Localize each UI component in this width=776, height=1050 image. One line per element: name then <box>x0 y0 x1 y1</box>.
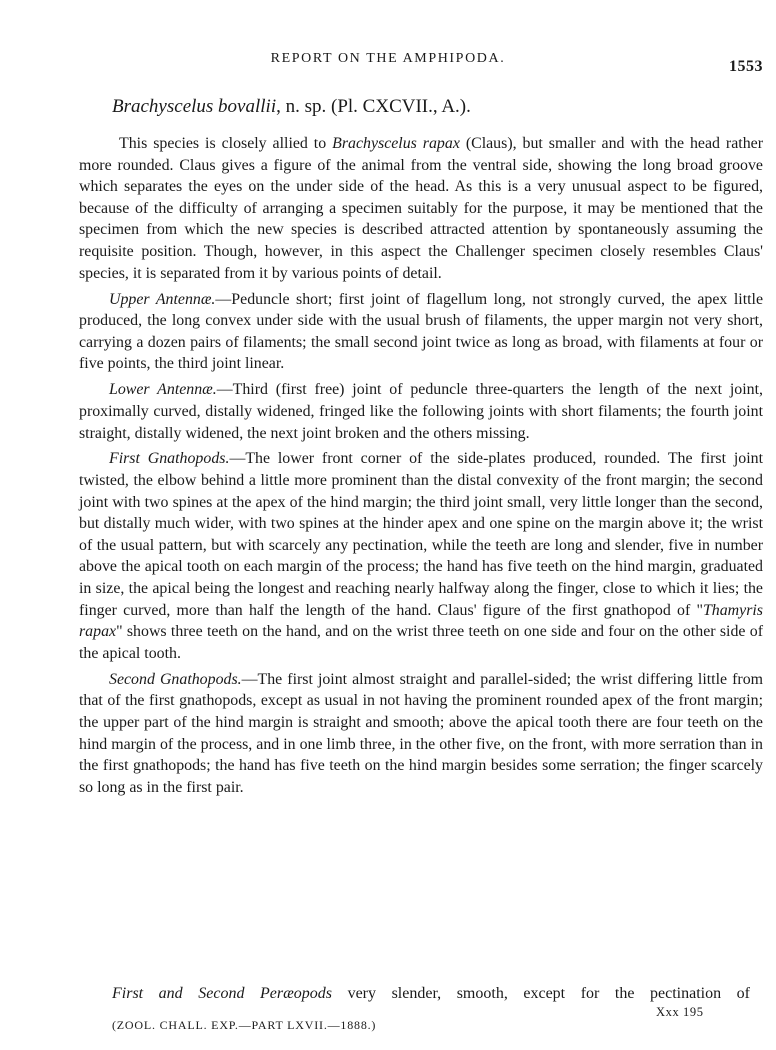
paragraph-first-gnathopods <box>79 448 763 664</box>
peraeopods-text: very slender, smooth, except for the pectination of <box>332 985 750 1002</box>
paragraph-intro <box>79 133 763 284</box>
paragraph-upper-antennae <box>79 289 763 375</box>
page-number: 1553 <box>729 58 763 75</box>
second-gnathopods-text: —The first joint almost straight and parallel-sided; the wrist differing little from that of the first gnathopods, except as usual in not having the prominent rounded apex of the front margin; the upper part of the hind margin is straight and smooth; above the apical tooth there are four teeth on the hind margin of the process, and in one limb three, in the other five, on the front, with more serration than in the first gnathopods; the hand has five teeth on the hind margin besides some serration; the finger scarcely so long as in the first pair. <box>79 670 764 796</box>
upper-antennae-text: —Peduncle short; first joint of flagellum long, not strongly curved, the apex little produced, the long convex under side with the usual brush of filaments, the upper margin not very short, carrying a dozen pairs of filaments; the small second joint twice as long as broad, with filaments at four or five points, the third joint linear. <box>79 290 763 373</box>
intro-text-1: This species is closely allied to <box>119 135 333 152</box>
species-heading <box>112 96 471 118</box>
running-title: REPORT ON THE AMPHIPODA. <box>270 51 506 66</box>
second-gnathopods-label: Second Gnathopods. <box>109 670 242 688</box>
species-heading-rest: , n. sp. (Pl. CXCVII., A.). <box>276 96 471 117</box>
paragraph-second-gnathopods <box>79 669 763 799</box>
first-gnathopods-label: First Gnathopods. <box>109 450 230 468</box>
footer-citation: (ZOOL. CHALL. EXP.—PART LXVII.—1888.) <box>112 1018 377 1032</box>
body-text <box>79 133 763 803</box>
thamyris-rapax: Thamyris rapax <box>79 601 763 641</box>
intro-text-2: (Claus), but smaller and with the head rather more rounded. Claus gives a figure of the animal from the ventral side, showing the long broad groove which separates the eyes on the under side of the head. As this is a very unusual aspect to be figured, because of the difficulty of arranging a specimen suitably for the purpose, it may be mentioned that the specimen from which the new species is described attracted attention by spontaneously assuming the requisite position. Though, however, in this aspect the Challenger specimen closely resembles Claus' species, it is separated from it by various points of detail. <box>79 135 763 282</box>
first-gnathopods-text: —The lower front corner of the side-plates produced, rounded. The first joint twisted, the elbow behind a little more prominent than the distal convexity of the front margin; the second joint with two spines at the apex of the hind margin; the third joint small, very little longer than the second, but distally much wider, with two spines at the hinder apex and one spine on the margin above it; the wrist of the usual pattern, but with scarcely any pectination, while the teeth are long and slender, five in number above the apical tooth on each margin of the process; the hand has five teeth on the hind margin, graduated in size, the apical being the longest and reaching nearly halfway along the finger, close to which it lies; the finger curved, more than half the length of the hand. Claus' figure of the first gnathopod of " <box>79 450 764 619</box>
signature-mark: Xxx 195 <box>656 1005 704 1019</box>
paragraph-lower-antennae <box>79 379 763 444</box>
paragraph-peraeopods <box>112 985 750 1003</box>
peraeopods-label: First and Second Peræopods <box>112 985 333 1002</box>
lower-antennae-text: —Third (first free) joint of peduncle three-quarters the length of the next joint, proximally curved, distally widened, fringed like the following joints with short filaments; the fourth joint straight, distally widened, the next joint broken and the others missing. <box>79 381 763 442</box>
intro-species: Brachyscelus rapax <box>332 135 460 152</box>
lower-antennae-label: Lower Antennæ. <box>109 381 217 399</box>
first-gnathopods-text-after: " shows three teeth on the hand, and on the wrist three teeth on one side and four on the other side of the apical tooth. <box>79 623 763 662</box>
upper-antennae-label: Upper Antennæ. <box>109 290 216 308</box>
species-name: Brachyscelus bovallii <box>112 96 277 117</box>
